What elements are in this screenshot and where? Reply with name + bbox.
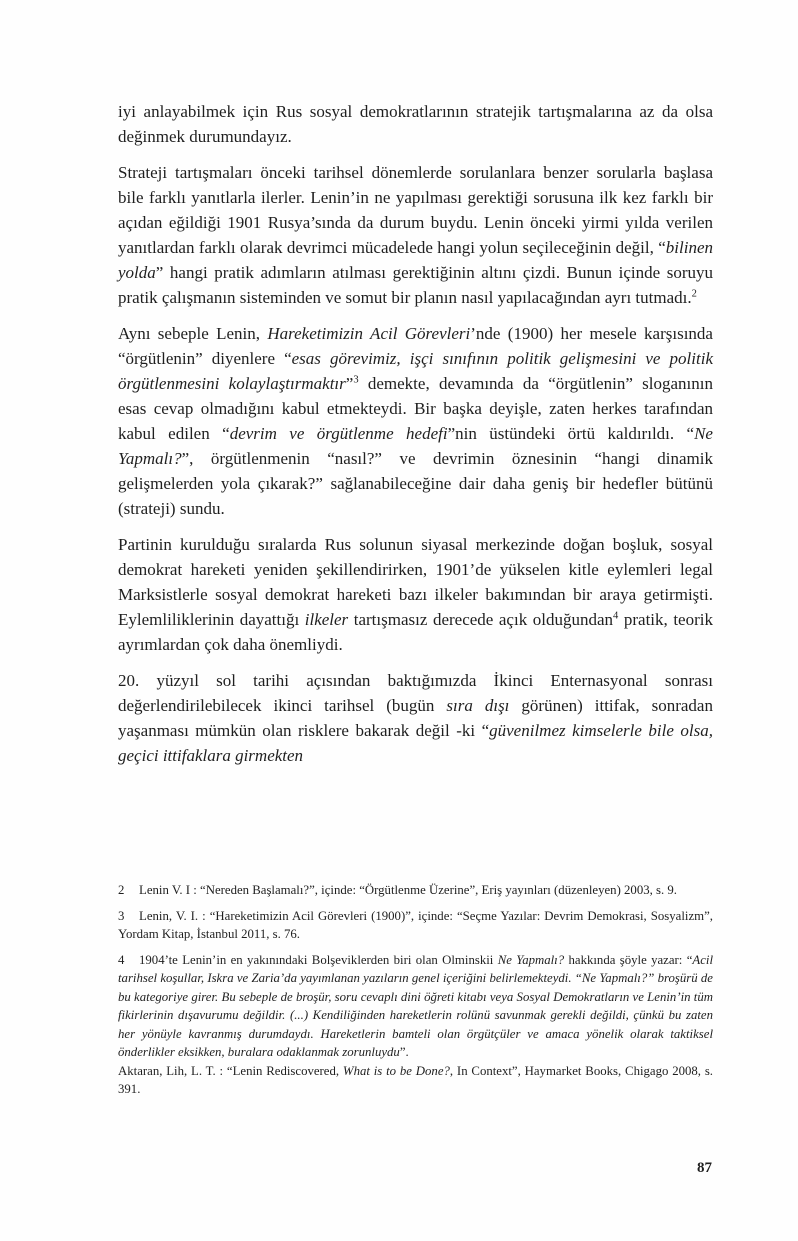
text-segment: Strateji tartışmaları önceki tarihsel dönemlerde sorulanlara benzer sorularla başlasa bile farklı yanıtlarla ilerler. Lenin’in ne yapılması gerektiği sorusuna ilk kez farklı bir açıdan eğildiği 1901 Rusya’sında da durum buydu. Lenin önceki yirmi yılda verilen yanıtlardan farklı olarak devrimci mücadelede hangi yolun seçileceğinin değil, “ bbox=[118, 163, 713, 257]
text-segment: Ne Yapmalı? bbox=[118, 424, 713, 468]
footnote bbox=[118, 881, 713, 900]
text-segment: devrim ve örgütlenme hedefi bbox=[229, 424, 448, 443]
text-segment: ilkeler bbox=[304, 610, 349, 629]
footnote bbox=[118, 951, 713, 1062]
text-segment: görünen) ittifak, sonradan yaşanması mümkün olan risklere bakarak değil -ki “ bbox=[118, 696, 713, 740]
paragraph bbox=[118, 321, 713, 521]
text-segment: Aynı sebeple Lenin, bbox=[118, 324, 268, 343]
text-segment: ” hangi pratik adımların atılması gerektiğinin altını çizdi. Bunun içinde soruyu pratik çalışmanın sisteminden ve somut bir planın nasıl yapılacağından ayrı tutmadı. bbox=[118, 263, 713, 307]
text-segment: Aktaran, Lih, L. T. : “Lenin Rediscovered, bbox=[118, 1063, 343, 1078]
body-text bbox=[118, 99, 713, 779]
text-segment: Hareketimizin Acil Görevleri bbox=[267, 324, 471, 343]
text-segment: ”nin üstündeki örtü kaldırıldı. “ bbox=[447, 424, 695, 443]
text-segment: Partinin kurulduğu sıralarda Rus solunun siyasal merkezinde doğan boşluk, sosyal demokrat hareketi yeniden şekillendirirken, 1901’de yükselen kitle eylemleri legal Marksistlerle sosyal demokrat hareketi bazı ilkeler bakımından bir araya getirmişti. Eylemliliklerinin dayattığı bbox=[118, 535, 713, 629]
text-segment: sıra dışı bbox=[446, 696, 510, 715]
text-segment: Acil tarihsel koşullar, Iskra ve Zaria’da yayımlanan yazıların genel içeriğini belirlemekteydi. “Ne Yapmalı?” broşürü de bu kategoriye girer. Bu sebeple de broşür, soru cevaplı dini öğreti kitabı veya Sosyal Demokratların ve Lenin’in tüm fikirlerinin dışavurumu değildir. (...) Kendiliğinden hareketlerin rolünü savunmak gerekli değildi, çünkü bu zaten her yönüyle kavranmış durumdaydı. Hareketlerin bamteli olan örgütçüler ve amaca yönelik olarak taktiksel önderlikler eksikken, buralara odaklanmak zorunluydu bbox=[118, 952, 713, 1059]
paragraph bbox=[118, 99, 713, 149]
text-segment: Lenin V. I : “Nereden Başlamalı?”, içinde: “Örgütlenme Üzerine”, Eriş yayınları (düzenleyen) 2003, s. 9. bbox=[139, 883, 677, 897]
text-segment: , In Context”, Haymarket Books, Chigago 2008, s. 391. bbox=[118, 1063, 714, 1096]
text-segment: pratik, teorik ayrımlardan çok daha önemliydi. bbox=[118, 610, 713, 654]
text-segment: Lenin, V. I. : “Hareketimizin Acil Görevleri (1900)”, içinde: “Seçme Yazılar: Devrim Demokrasi, Sosyalizm”, Yordam Kitap, İstanbul 2011, s. 76. bbox=[118, 908, 713, 941]
text-segment: iyi anlayabilmek için Rus sosyal demokratlarının stratejik tartışmalarına az da olsa değinmek durumundayız. bbox=[118, 102, 713, 146]
text-segment: bilinen yolda bbox=[118, 238, 713, 282]
text-segment: tartışmasız derecede açık olduğundan bbox=[348, 610, 614, 629]
footnote-marker: 4 bbox=[118, 952, 125, 967]
text-segment: güvenilmez kimselerle bile olsa, geçici ittifaklara girmekten bbox=[118, 721, 713, 765]
text-segment: hakkında şöyle yazar: “ bbox=[564, 952, 693, 967]
text-segment: 20. yüzyıl sol tarihi açısından baktığımızda İkinci Enternasyonal sonrası değerlendirilebilecek ikinci tarihsel (bugün bbox=[118, 671, 713, 715]
text-segment: What is to be Done? bbox=[342, 1063, 450, 1078]
footnote-marker: 3 bbox=[118, 908, 125, 923]
footnote-marker: 2 bbox=[118, 883, 125, 897]
text-segment: ’nde (1900) her mesele karşısında “örgütlenin” diyenlere “ bbox=[118, 324, 713, 368]
paragraph bbox=[118, 668, 713, 768]
page-number: 87 bbox=[697, 1160, 712, 1176]
footnotes-section bbox=[118, 881, 713, 1099]
paragraph bbox=[118, 160, 713, 310]
text-segment: demekte, devamında da “örgütlenin” sloganının esas cevap olmadığını kabul etmekteydi. Bir başka deyişle, zaten herkes tarafından kabul edilen “ bbox=[118, 374, 714, 443]
text-segment: ” bbox=[345, 374, 354, 393]
paragraph bbox=[118, 532, 713, 657]
text-segment: ”, örgütlenmenin “nasıl?” ve devrimin öznesinin “hangi dinamik gelişmelerden yola çıkarak?” sağlanabileceğine dair daha geniş bir hedefler bütünü (strateji) sundu. bbox=[118, 449, 713, 518]
footnote bbox=[118, 1062, 713, 1099]
text-segment: esas görevimiz, işçi sınıfının politik gelişmesini ve politik örgütlenmesini kolaylaştırmaktır bbox=[118, 349, 713, 393]
text-segment: Ne Yapmalı? bbox=[497, 952, 565, 967]
footnote-reference: 2 bbox=[691, 288, 697, 300]
footnote-reference: 3 bbox=[353, 374, 359, 386]
text-segment: 1904’te Lenin’in en yakınındaki Bolşeviklerden biri olan Olminskii bbox=[139, 952, 498, 967]
text-segment: ”. bbox=[399, 1045, 409, 1059]
footnote bbox=[118, 907, 713, 944]
footnote-reference: 4 bbox=[613, 610, 619, 622]
